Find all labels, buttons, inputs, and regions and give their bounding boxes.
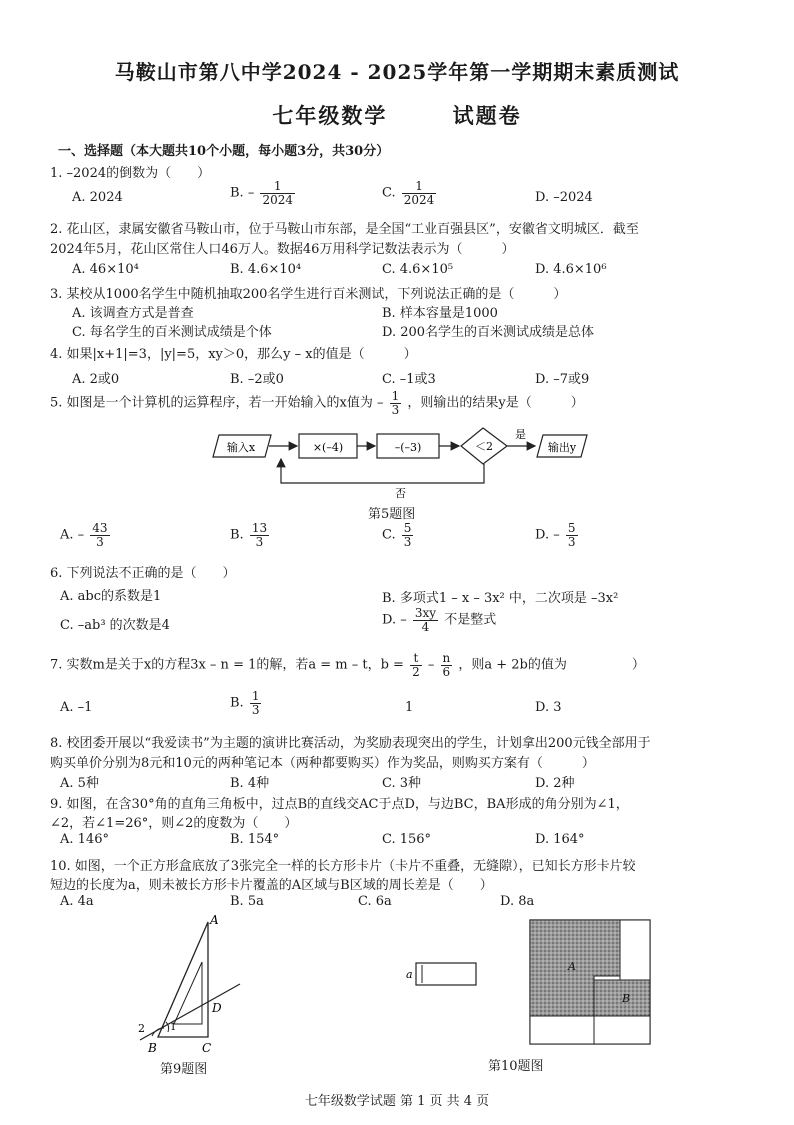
q3-option-d: D. 200名学生的百米测试成绩是总体 — [382, 325, 595, 340]
q1-option-c — [382, 180, 438, 206]
question-5-stem — [50, 390, 584, 416]
q9-option-d: D. 164° — [535, 832, 585, 847]
q8-option-b: B. 4种 — [230, 776, 270, 791]
q10-option-b: B. 5a — [230, 894, 264, 909]
triangle-ruler — [158, 922, 208, 1037]
card-rect — [416, 963, 476, 985]
q4-option-d: D. –7或9 — [535, 372, 590, 387]
q6-option-c: C. –ab³ 的次数是4 — [60, 618, 170, 633]
fig10-label-b: B — [622, 992, 631, 1005]
q7-option-b: B. $\frac{1}{3}$ — [230, 689, 260, 717]
question-9-line2: ∠2，若∠1=26°，则∠2的度数为（ ） — [50, 816, 298, 831]
section-heading: 一、选择题（本大题共10个小题，每小题3分，共30分） — [58, 144, 390, 159]
q2-option-b: B. 4.6×10⁴ — [230, 262, 302, 277]
flow-step2-text: –(–3) — [394, 441, 422, 454]
fig10-label-a: A — [568, 960, 576, 973]
page-footer: 七年级数学试题 第 1 页 共 4 页 — [304, 1094, 490, 1109]
fig9-label-1: 1 — [170, 1022, 177, 1033]
question-2-line1: 2. 花山区，隶属安徽省马鞍山市，位于马鞍山市东部，是全国“工业百强县区”，安徽省文明城区．截至 — [50, 222, 639, 237]
q4-option-a: A. 2或0 — [72, 372, 120, 387]
fig9-label-b: B — [148, 1041, 157, 1055]
q5-option-c: C. $\frac{5}{3}$ — [382, 521, 412, 549]
fig9-label-2: 2 — [138, 1022, 145, 1035]
q10-option-c: C. 6a — [358, 894, 392, 909]
q2-option-a: A. 46×10⁴ — [72, 262, 139, 277]
flow-no-label: 否 — [395, 487, 406, 500]
q6-option-a: A. abc的系数是1 — [60, 589, 162, 604]
q5-input-fraction: $\frac{1}{3}$ — [391, 389, 400, 417]
card-right — [620, 920, 650, 980]
q5-option-a: A. – $\frac{43}{3}$ — [60, 521, 108, 549]
paper-label: 试题卷 — [452, 103, 522, 128]
q9-option-b: B. 154° — [230, 832, 280, 847]
q2-option-c: C. 4.6×10⁵ — [382, 262, 454, 277]
flow-yes-label: 是 — [515, 428, 526, 441]
fig9-label-d: D — [212, 1001, 222, 1015]
q3-option-a: A. 该调查方式是普查 — [72, 306, 194, 321]
q9-figure — [130, 912, 260, 1057]
question-9-line1: 9. 如图，在含30°角的直角三角板中，过点B的直线交AC于点D，与边BC，BA形成的角分别为∠1， — [50, 797, 629, 812]
question-2-line2: 2024年5月，花山区常住人口46万人。数据46万用科学记数法表示为（ ） — [50, 242, 515, 257]
q5-option-b: B. $\frac{13}{3}$ — [230, 521, 268, 549]
q4-option-b: B. –2或0 — [230, 372, 284, 387]
question-6-stem: 6. 下列说法不正确的是（ ） — [50, 566, 236, 581]
question-10-line1: 10. 如图，一个正方形盒底放了3张完全一样的长方形卡片（卡片不重叠，无缝隙），已知长方形卡片较 — [50, 859, 636, 874]
q4-option-c: C. –1或3 — [382, 372, 436, 387]
flow-output-text: 输出y — [547, 441, 577, 454]
card-bottom — [530, 1016, 650, 1044]
question-4-stem: 4. 如果|x+1|=3，|y|=5，xy＞0，那么y – x的值是（ ） — [50, 347, 417, 362]
q10-card-figure — [404, 955, 484, 995]
q10-option-a: A. 4a — [60, 894, 94, 909]
q1-option-a: A. 2024 — [72, 190, 123, 205]
exam-subtitle — [0, 100, 794, 130]
q9-option-a: A. 146° — [60, 832, 109, 847]
q6-option-d: D. – $\frac{3xy}{4}$ 不是整式 — [382, 606, 497, 634]
q1-option-d: D. –2024 — [535, 190, 593, 205]
exam-title: 马鞍山市第八中学2024 - 2025学年第一学期期末素质测试 — [114, 60, 680, 84]
q3-option-b: B. 样本容量是1000 — [382, 306, 498, 321]
question-3-stem: 3. 某校从1000名学生中随机抽取200名学生进行百米测试，下列说法正确的是（ ） — [50, 287, 567, 302]
flow-step1-text: ×(–4) — [312, 441, 344, 454]
q8-option-a: A. 5种 — [60, 776, 99, 791]
fig9-label-a: A — [210, 913, 219, 927]
q10-figure-caption: 第10题图 — [488, 1059, 544, 1074]
subject-label: 七年级数学 — [272, 103, 388, 128]
q7-option-d: D. 3 — [535, 700, 562, 715]
q9-figure-caption: 第9题图 — [160, 1062, 208, 1077]
q1-option-b — [230, 180, 297, 206]
q8-option-d: D. 2种 — [535, 776, 575, 791]
q8-option-c: C. 3种 — [382, 776, 422, 791]
question-1-stem: 1. –2024的倒数为（ ） — [50, 166, 211, 181]
q10-square-figure — [528, 918, 654, 1048]
question-10-line2: 短边的长度为a，则未被长方形卡片覆盖的A区域与B区域的周长差是（ ） — [50, 878, 493, 893]
q1-c-fraction: $\frac{1}{2024}$ — [403, 179, 435, 207]
question-7-stem: 7. 实数m是关于x的方程3x – n = 1的解，若a = m – t，b = $\frac{t}{2}$ – $\frac{n}{6}$ ，则a + 2b的值为 ） — [50, 651, 645, 679]
q5-stem-pre: 5. 如图是一个计算机的运算程序，若一开始输入的x值为 – — [50, 395, 384, 411]
question-8-line2: 购买单价分别为8元和10元的两种笔记本（两种都要购买）作为奖品，则购买方案有（ ） — [50, 756, 595, 771]
q1-b-label: B. – — [230, 185, 255, 201]
q1-b-fraction: $\frac{1}{2024}$ — [262, 179, 294, 207]
q7-option-a: A. –1 — [60, 700, 93, 715]
q6-option-b: B. 多项式1 – x – 3x² 中，二次项是 –3x² — [382, 591, 619, 606]
q2-option-d: D. 4.6×10⁶ — [535, 262, 607, 277]
flow-input-text: 输入x — [226, 441, 256, 454]
q5-figure-caption: 第5题图 — [368, 507, 416, 522]
q7-option-c: 1 — [405, 700, 414, 715]
q5-option-d: D. – $\frac{5}{3}$ — [535, 521, 576, 549]
fig10-label-a-len: a — [406, 968, 413, 981]
q10-option-d: D. 8a — [500, 894, 535, 909]
fig9-label-c: C — [202, 1041, 212, 1055]
q1-c-label: C. — [382, 185, 396, 201]
q5-flowchart — [205, 425, 600, 500]
q9-option-c: C. 156° — [382, 832, 432, 847]
flow-condition-text: ＜2 — [475, 440, 493, 453]
q3-option-c: C. 每名学生的百米测试成绩是个体 — [72, 325, 272, 340]
q5-stem-post: ，则输出的结果y是（ ） — [407, 395, 584, 411]
question-8-line1: 8. 校团委开展以“我爱读书”为主题的演讲比赛活动，为奖励表现突出的学生，计划拿出200元钱全部用于 — [50, 736, 651, 751]
